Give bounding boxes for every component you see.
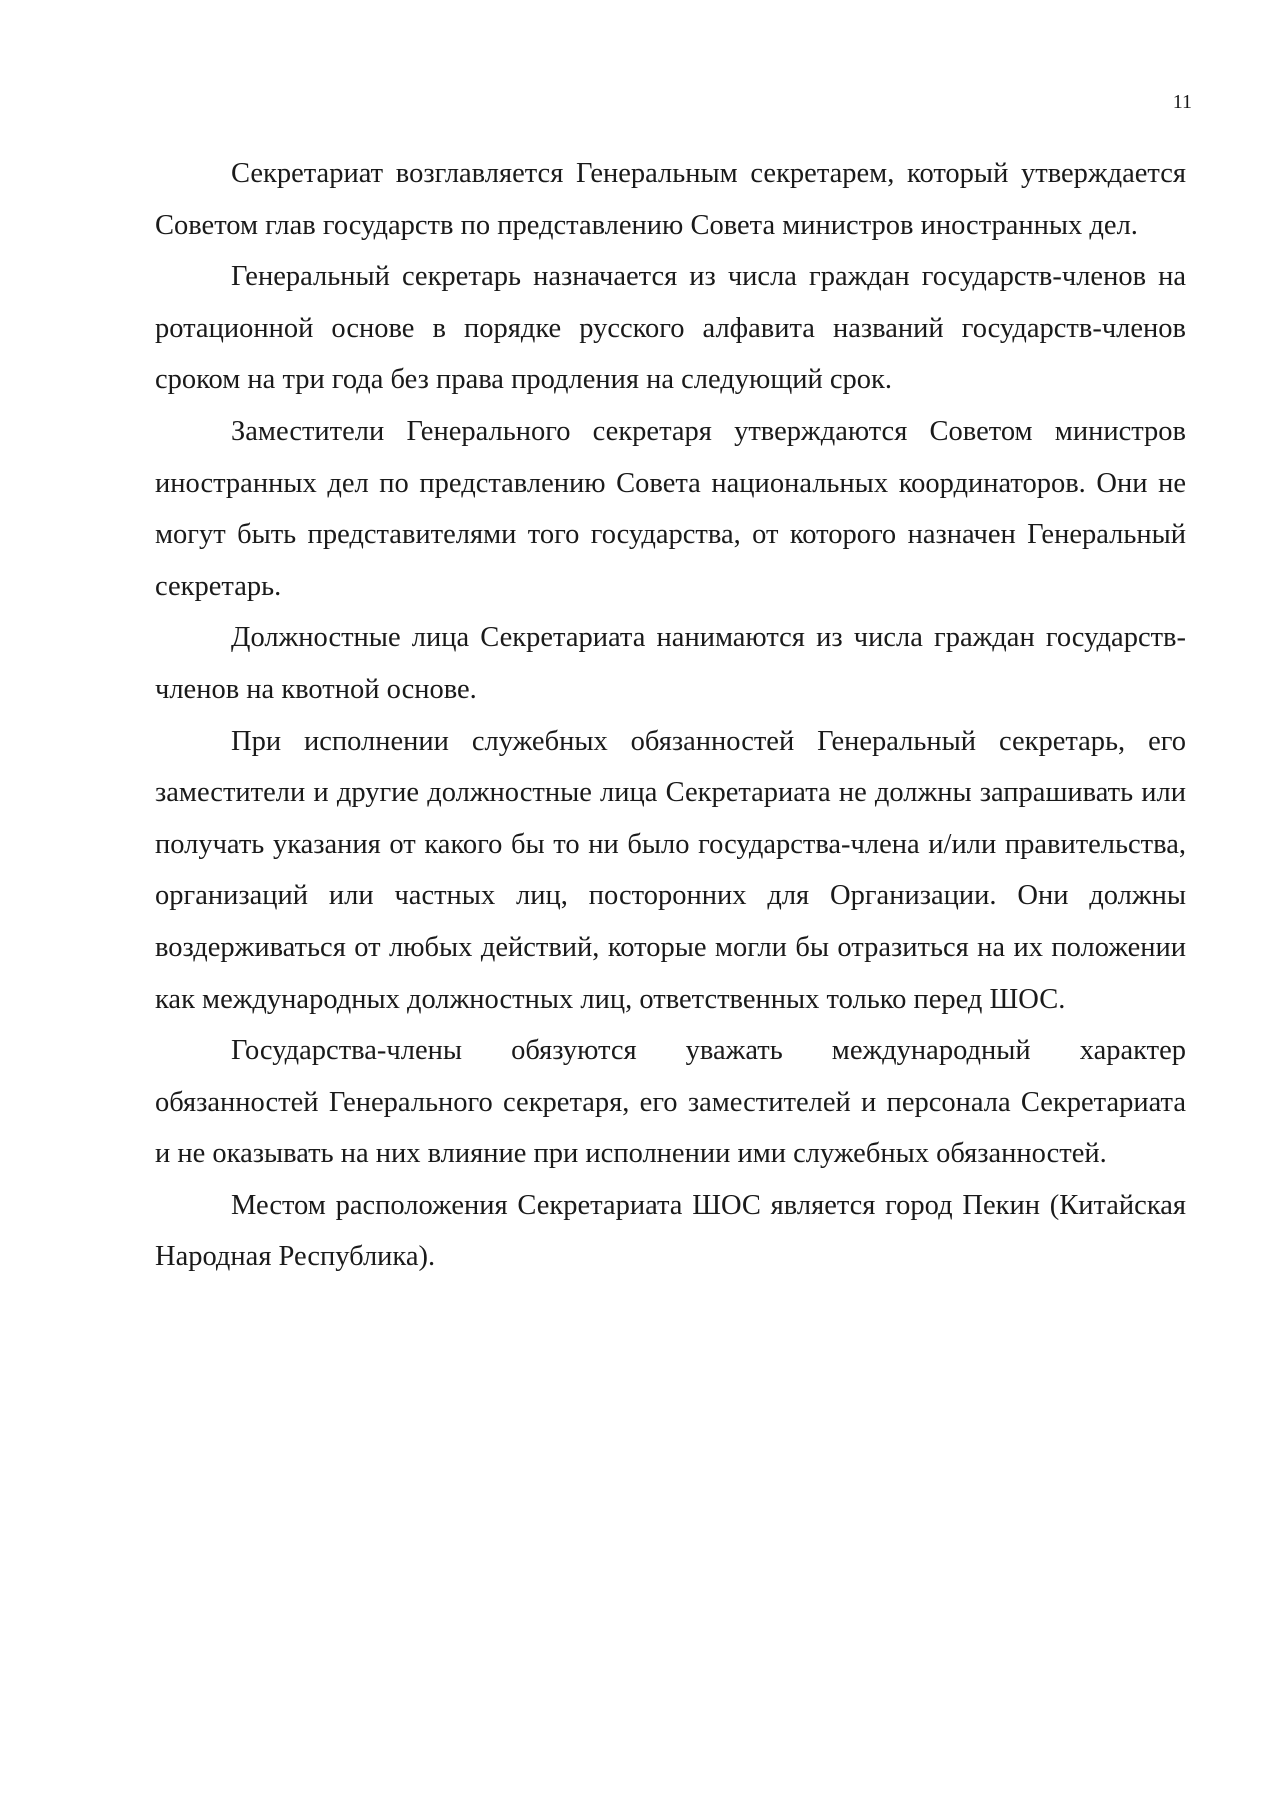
- paragraph: Генеральный секретарь назначается из числа граждан государств-членов на ротационной основе в порядке русского алфавита названий государств-членов сроком на три года без права продления на следующий срок.: [155, 261, 1186, 396]
- paragraph: При исполнении служебных обязанностей Генеральный секретарь, его заместители и другие должностные лица Секретариата не должны запрашивать или получать указания от какого бы то ни было государства-члена и/или правительства, организаций или частных лиц, посторонних для Организации. Они должны воздерживаться от любых действий, которые могли бы отразиться на их положении как международных должностных лиц, ответственных только перед ШОС.: [155, 725, 1186, 1015]
- page-number: 11: [1172, 91, 1192, 113]
- paragraph: Местом расположения Секретариата ШОС является город Пекин (Китайская Народная Республика).: [155, 1189, 1186, 1273]
- document-body: [155, 148, 1186, 1283]
- paragraph: Заместители Генерального секретаря утверждаются Советом министров иностранных дел по представлению Совета национальных координаторов. Они не могут быть представителями того государства, от которого назначен Генеральный секретарь.: [155, 415, 1186, 602]
- paragraph: Должностные лица Секретариата нанимаются из числа граждан государств-членов на квотной основе.: [155, 622, 1186, 705]
- paragraph: Государства-члены обязуются уважать международный характер обязанностей Генерального секретаря, его заместителей и персонала Секретариата и не оказывать на них влияние при исполнении ими служебных обязанностей.: [155, 1035, 1186, 1170]
- paragraph: Секретариат возглавляется Генеральным секретарем, который утверждается Советом глав государств по представлению Совета министров иностранных дел.: [155, 158, 1186, 241]
